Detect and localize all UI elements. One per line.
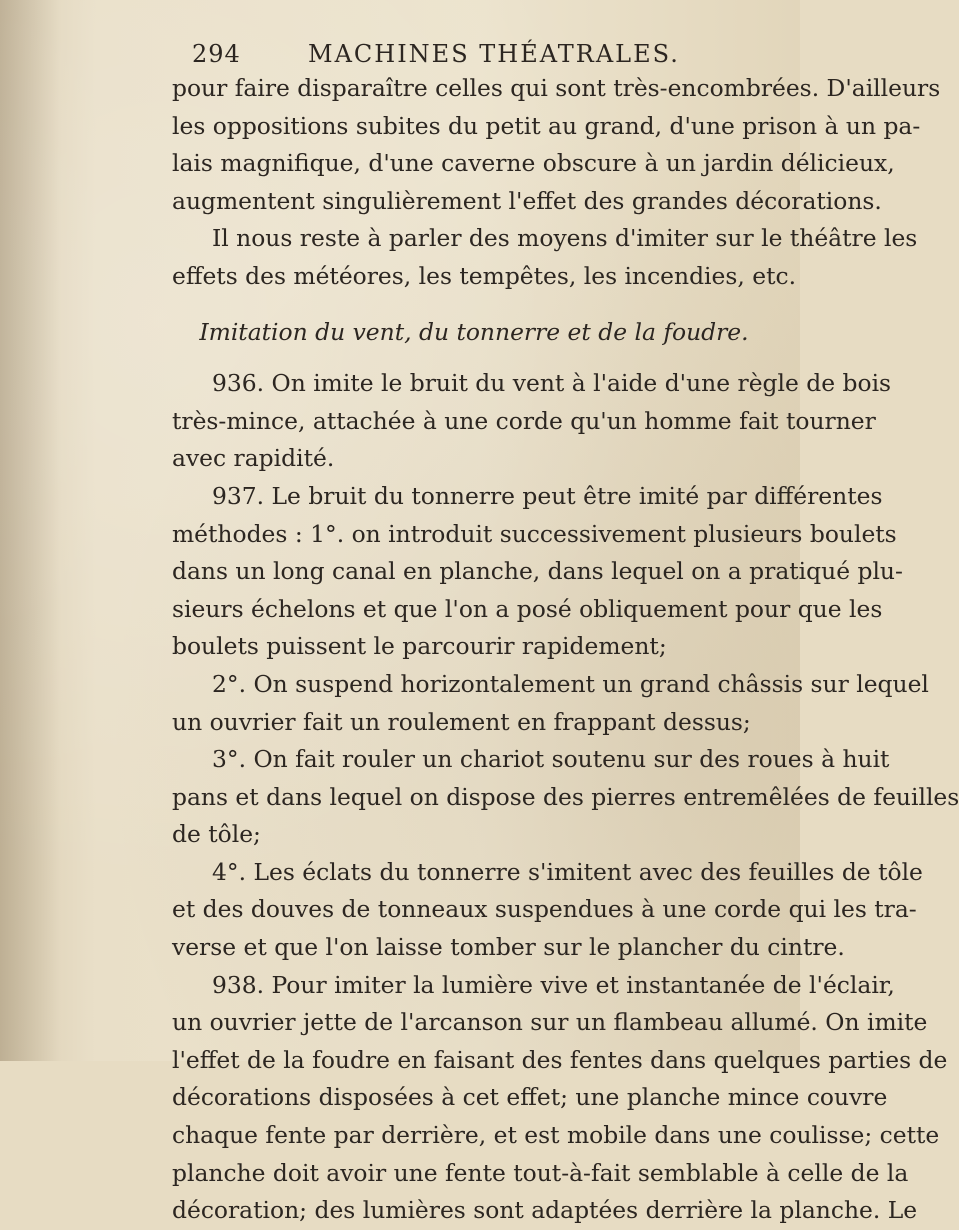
text-line: verse et que l'on laisse tomber sur le plancher du cintre. (172, 933, 845, 962)
text-line: pans et dans lequel on dispose des pierres entremêlées de feuilles (172, 782, 959, 811)
page-body (172, 70, 959, 1230)
text-line: de tôle; (172, 820, 261, 849)
text-line: décorations disposées à cet effet; une planche mince couvre (172, 1083, 888, 1112)
text-line: un ouvrier fait un roulement en frappant dessus; (172, 707, 751, 736)
text-line: avec rapidité. (172, 444, 335, 473)
text-line: chaque fente par derrière, et est mobile dans une coulisse; cette (172, 1121, 940, 1150)
text-line: l'effet de la foudre en faisant des fentes dans quelques parties de (172, 1045, 948, 1074)
section-heading: Imitation du vent, du tonnerre et de la foudre. (199, 317, 749, 346)
text-line: effets des météores, les tempêtes, les incendies, etc. (172, 261, 797, 290)
text-line: très-mince, attachée à une corde qu'un homme fait tourner (172, 406, 876, 435)
text-line: 2°. On suspend horizontalement un grand châssis sur lequel (212, 669, 929, 698)
text-line: lais magnifique, d'une caverne obscure à un jardin délicieux, (172, 149, 895, 178)
text-line: méthodes : 1°. on introduit successivement plusieurs boulets (172, 519, 897, 548)
text-line: augmentent singulièrement l'effet des grandes décorations. (172, 186, 882, 215)
text-line: sieurs échelons et que l'on a posé obliquement pour que les (172, 594, 883, 623)
text-line: 937. Le bruit du tonnerre peut être imité par différentes (212, 481, 883, 510)
text-line: les oppositions subites du petit au grand, d'une prison à un pa- (172, 111, 921, 140)
text-line: Il nous reste à parler des moyens d'imiter sur le théâtre les (212, 224, 918, 253)
running-title: MACHINES THÉATRALES. (308, 40, 680, 68)
text-line: planche doit avoir une fente tout-à-fait semblable à celle de la (172, 1158, 909, 1187)
text-line: 938. Pour imiter la lumière vive et instantanée de l'éclair, (212, 970, 895, 999)
text-line: et des douves de tonneaux suspendues à une corde qui les tra- (172, 895, 917, 924)
text-line: 4°. Les éclats du tonnerre s'imitent avec des feuilles de tôle (212, 857, 923, 886)
text-line: décoration; des lumières sont adaptées derrière la planche. Le (172, 1196, 918, 1225)
page-number: 294 (192, 40, 241, 68)
text-line: pour faire disparaître celles qui sont très-encombrées. D'ailleurs (172, 74, 941, 102)
page-header (192, 36, 752, 72)
text-line: boulets puissent le parcourir rapidement; (172, 632, 667, 661)
text-line: 3°. On fait rouler un chariot soutenu sur des roues à huit (212, 745, 890, 774)
text-line: 936. On imite le bruit du vent à l'aide d'une règle de bois (212, 369, 892, 398)
text-line: un ouvrier jette de l'arcanson sur un flambeau allumé. On imite (172, 1008, 928, 1037)
text-line: dans un long canal en planche, dans lequel on a pratiqué plu- (172, 557, 903, 586)
